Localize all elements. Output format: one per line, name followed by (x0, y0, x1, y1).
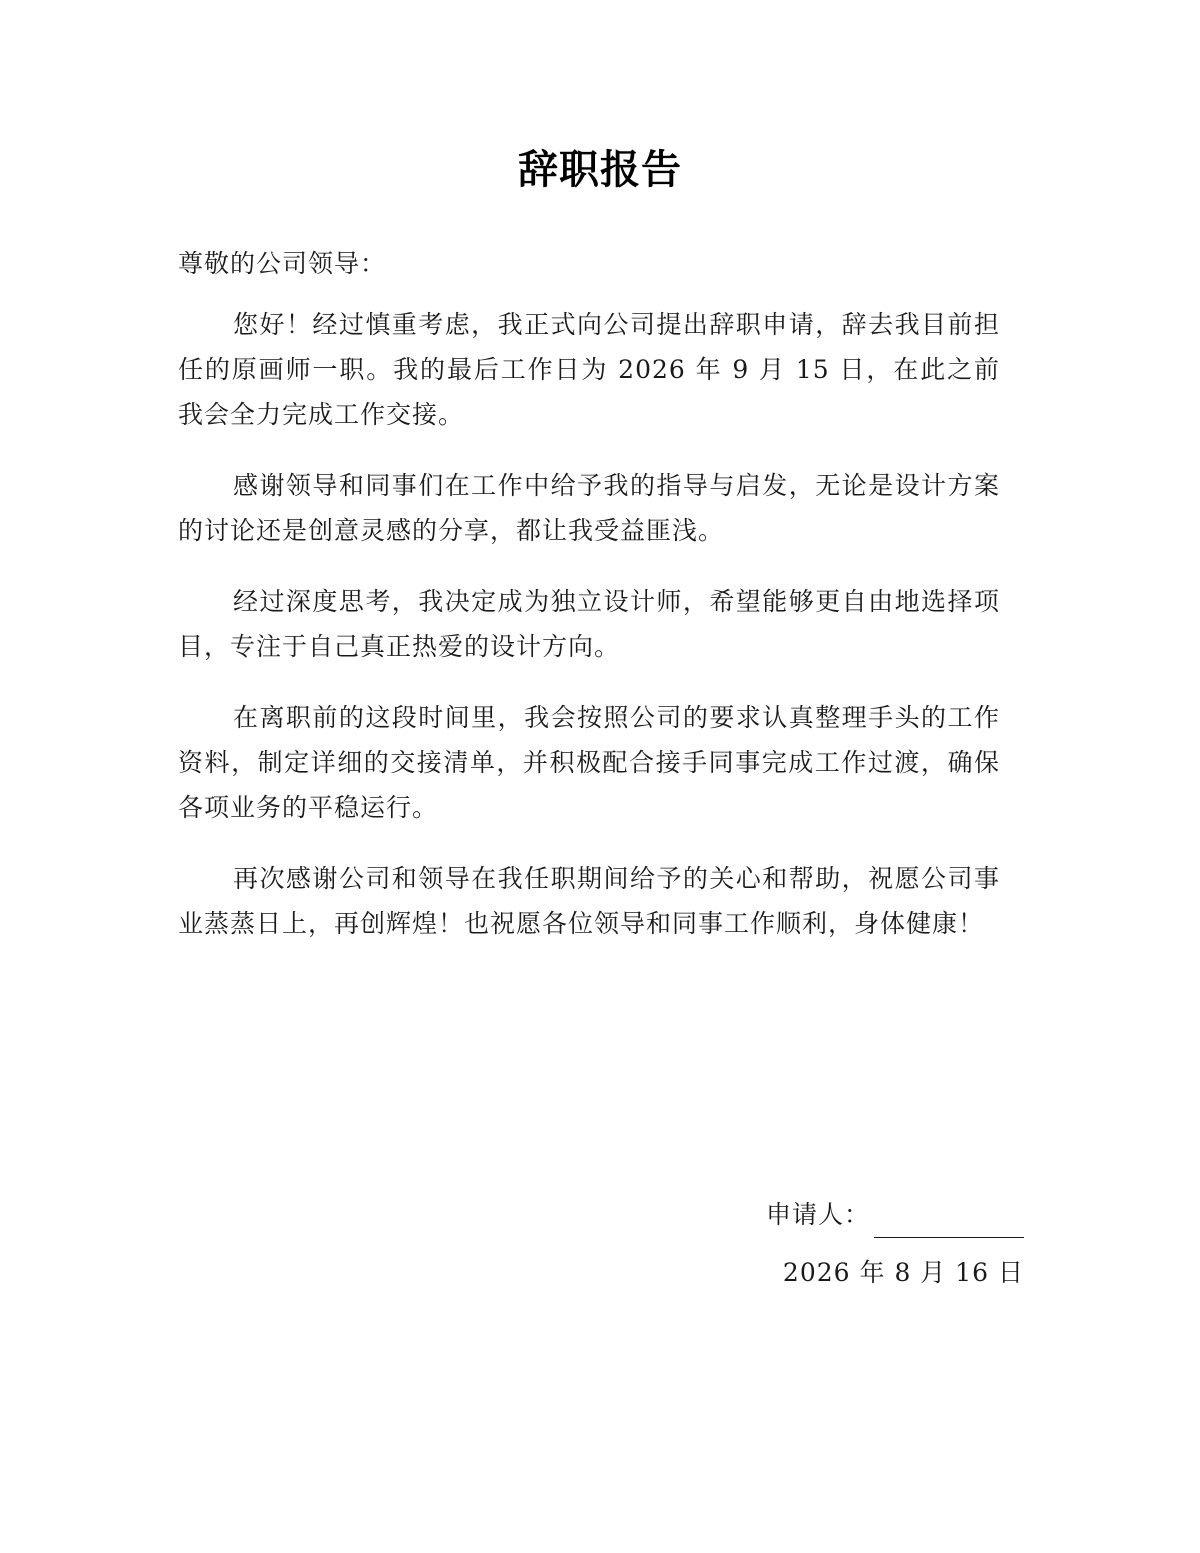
applicant-line (766, 1192, 1024, 1238)
document-title: 辞职报告 (518, 147, 682, 193)
paragraph-3: 经过深度思考，我决定成为独立设计师，希望能够更自由地选择项目，专注于自己真正热爱的设计方向。 (178, 587, 1000, 661)
paragraph-4: 在离职前的这段时间里，我会按照公司的要求认真整理手头的工作资料，制定详细的交接清单，并积极配合接手同事完成工作过渡，确保各项业务的平稳运行。 (178, 703, 1000, 822)
document-body (178, 302, 1000, 972)
signature-blank-line (874, 1207, 1024, 1238)
signature-date: 2026 年 8 月 16 日 (782, 1258, 1024, 1287)
paragraph-1: 您好！经过慎重考虑，我正式向公司提出辞职申请，辞去我目前担任的原画师一职。我的最后工作日为 2026 年 9 月 15 日，在此之前我会全力完成工作交接。 (178, 310, 1000, 429)
paragraph-5: 再次感谢公司和领导在我任职期间给予的关心和帮助，祝愿公司事业蒸蒸日上，再创辉煌！也祝愿各位领导和同事工作顺利，身体健康！ (178, 864, 1000, 938)
salutation: 尊敬的公司领导： (178, 249, 387, 278)
applicant-label: 申请人： (765, 1200, 870, 1229)
paragraph-2: 感谢领导和同事们在工作中给予我的指导与启发，无论是设计方案的讨论还是创意灵感的分享，都让我受益匪浅。 (178, 471, 1000, 545)
signature-block (766, 1192, 1024, 1296)
